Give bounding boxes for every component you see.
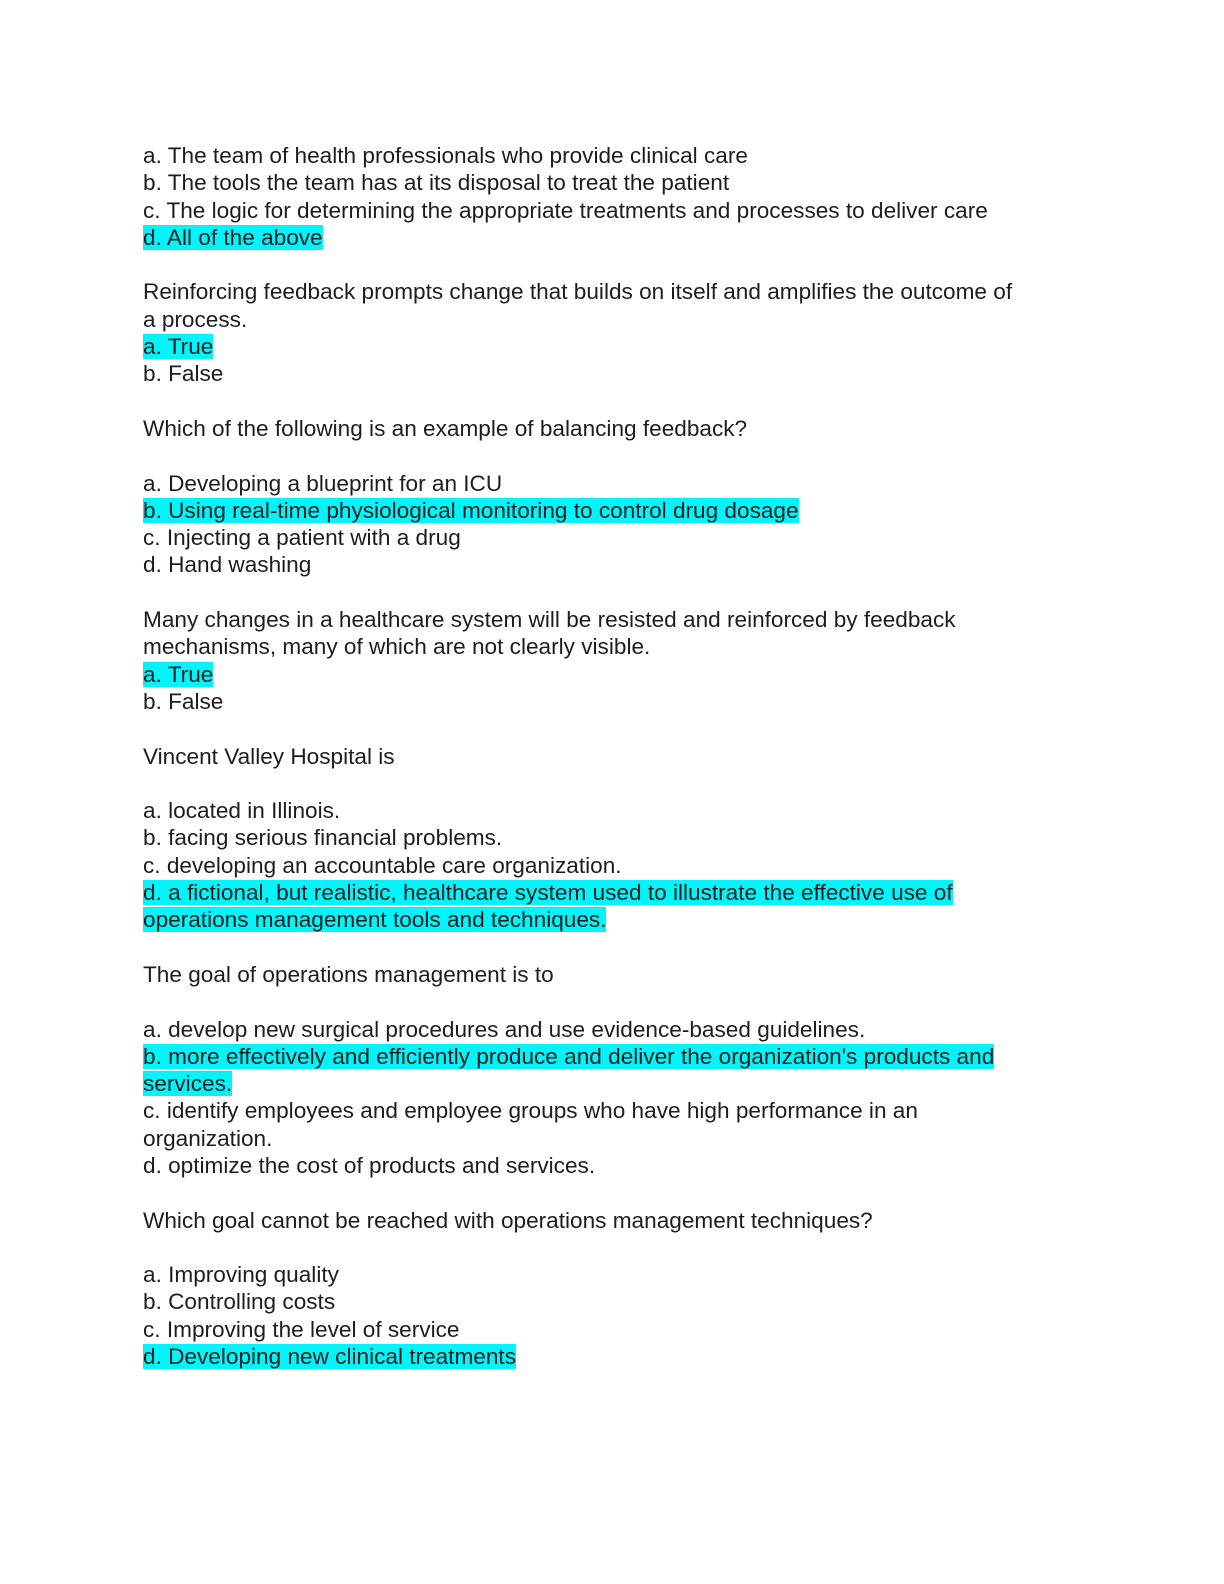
highlighted-answer: services. <box>143 1071 233 1097</box>
highlighted-answer: b. more effectively and efficiently produce and deliver the organization's products and <box>143 1043 995 1069</box>
highlighted-answer: b. Using real-time physiological monitoring to control drug dosage <box>143 497 799 523</box>
option-a: a. Improving quality <box>143 1262 339 1288</box>
highlighted-answer: d. All of the above <box>143 224 323 250</box>
question-text: Vincent Valley Hospital is <box>143 743 395 769</box>
question-4 <box>143 606 1083 715</box>
highlighted-answer: d. a fictional, but realistic, healthcare system used to illustrate the effective use of <box>143 880 953 906</box>
option-c: c. The logic for determining the appropriate treatments and processes to deliver care <box>143 197 988 223</box>
highlighted-answer: a. True <box>143 334 214 360</box>
question-text-line: a process. <box>143 306 248 332</box>
highlighted-answer: operations management tools and techniques. <box>143 907 607 933</box>
option-b: b. The tools the team has at its disposal to treat the patient <box>143 170 730 196</box>
option-c: organization. <box>143 1125 273 1151</box>
option-b: b. False <box>143 688 224 714</box>
option-a: a. Developing a blueprint for an ICU <box>143 470 503 496</box>
option-d: d. Hand washing <box>143 552 312 578</box>
option-b: b. False <box>143 361 224 387</box>
option-b: b. Controlling costs <box>143 1289 336 1315</box>
option-c: c. identify employees and employee groups who have high performance in an <box>143 1098 918 1124</box>
question-7 <box>143 1207 1083 1371</box>
question-text: Which goal cannot be reached with operations management techniques? <box>143 1207 873 1233</box>
question-text-line: Reinforcing feedback prompts change that builds on itself and amplifies the outcome of <box>143 279 1013 305</box>
question-text-line: Many changes in a healthcare system will be resisted and reinforced by feedback <box>143 607 956 633</box>
option-b: b. facing serious financial problems. <box>143 825 503 851</box>
option-c: c. Improving the level of service <box>143 1316 460 1342</box>
highlighted-answer: a. True <box>143 661 214 687</box>
question-3 <box>143 415 1083 579</box>
question-text: Which of the following is an example of balancing feedback? <box>143 415 748 441</box>
question-1 <box>143 142 1083 251</box>
question-5 <box>143 743 1083 934</box>
question-text-line: mechanisms, many of which are not clearly visible. <box>143 634 651 660</box>
question-text: The goal of operations management is to <box>143 961 554 987</box>
option-d: d. optimize the cost of products and services. <box>143 1152 596 1178</box>
option-a: a. develop new surgical procedures and use evidence-based guidelines. <box>143 1016 866 1042</box>
highlighted-answer: d. Developing new clinical treatments <box>143 1344 516 1370</box>
option-c: c. developing an accountable care organization. <box>143 852 622 878</box>
question-2 <box>143 278 1083 387</box>
option-a: a. located in Illinois. <box>143 798 341 824</box>
question-6 <box>143 961 1083 1179</box>
option-c: c. Injecting a patient with a drug <box>143 525 461 551</box>
option-a: a. The team of health professionals who provide clinical care <box>143 143 748 168</box>
document-page <box>143 142 1083 1370</box>
